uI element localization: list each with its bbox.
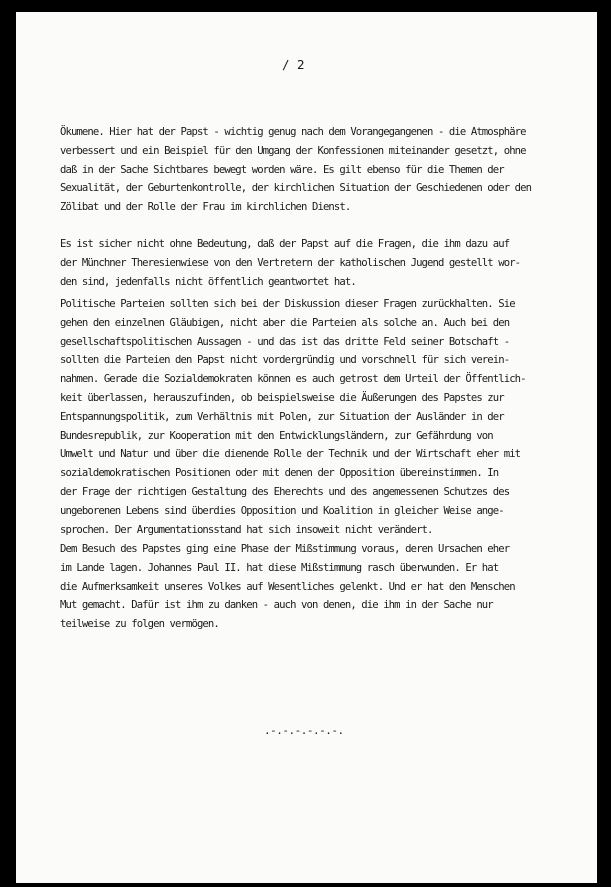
text-line: sozialdemokratischen Positionen oder mit denen der Opposition übereinstimmen. In [60,467,499,480]
text-line: Dem Besuch des Papstes ging eine Phase der Mißstimmung voraus, deren Ursachen eher [60,543,510,555]
text-line: gesellschaftspolitischen Aussagen - und das ist das dritte Feld seiner Botschaft - [60,335,510,348]
paragraph-besuch-des-papstes [60,540,580,634]
document-page [16,12,597,883]
text-line: im Lande lagen. Johannes Paul II. hat diese Mißstimmung rasch überwunden. Er hat [60,561,499,574]
text-line: Entspannungspolitik, zum Verhältnis mit Polen, zur Situation der Ausländer in der [60,410,504,423]
text-line: sprochen. Der Argumentationsstand hat sich insoweit nicht verändert. [60,523,433,536]
text-line: Bundesrepublik, zur Kooperation mit den Entwicklungsländern, zur Gefährdung von [60,429,493,442]
text-line: daß in der Sache Sichtbares bewegt worden wäre. Es gilt ebenso für die Themen der [60,163,504,176]
text-line: Zölibat und der Rolle der Frau im kirchlichen Dienst. [60,201,351,214]
text-line: Politische Parteien sollten sich bei der Diskussion dieser Fragen zurückhalten. Sie [60,298,515,310]
end-of-text-mark: .-.-.-.-.-.-. [264,724,344,737]
text-line: Umwelt und Natur und über die dienende Rolle der Technik und der Wirtschaft eher mit [60,448,521,461]
text-line: gehen den einzelnen Gläubigen, nicht aber die Parteien als solche an. Auch bei den [60,316,510,329]
text-line: sollten die Parteien den Papst nicht vordergründig und vorschnell für sich verein- [60,354,510,367]
text-line: nahmen. Gerade die Sozialdemokraten können es auch getrost dem Urteil der Öffentlich- [60,373,526,386]
page-number: / 2 [282,57,305,72]
text-line: verbessert und ein Beispiel für den Umgang der Konfessionen miteinander gesetzt, ohne [60,144,526,157]
text-line: den sind, jedenfalls nicht öffentlich geantwortet hat. [60,275,356,288]
text-line: teilweise zu folgen vermögen. [60,618,219,631]
text-line: die Aufmerksamkeit unseres Volkes auf Wesentliches gelenkt. Und er hat den Menschen [60,580,515,593]
text-line: ungeborenen Lebens sind überdies Opposition und Koalition in gleicher Weise ange- [60,504,504,517]
text-line: Sexualität, der Geburtenkontrolle, der kirchlichen Situation der Geschiedenen oder den [60,182,532,195]
text-line: Mut gemacht. Dafür ist ihm zu danken - auch von denen, die ihm in der Sache nur [60,599,493,612]
paragraph-okumene [60,123,580,217]
paragraph-theresienwiese [60,235,580,291]
text-line: Es ist sicher nicht ohne Bedeutung, daß der Papst auf die Fragen, die ihm dazu auf [60,238,510,250]
text-line: der Frage der richtigen Gestaltung des Eherechts und des angemessenen Schutzes des [60,485,510,498]
text-line: Ökumene. Hier hat der Papst - wichtig genug nach dem Vorangegangenen - die Atmosphäre [60,126,526,138]
paragraph-politische-parteien [60,295,580,539]
text-line: der Münchner Theresienwiese von den Vertretern der katholischen Jugend gestellt wor- [60,256,521,269]
text-line: keit überlassen, herauszufinden, ob beispielsweise die Äußerungen des Papstes zur [60,391,504,404]
